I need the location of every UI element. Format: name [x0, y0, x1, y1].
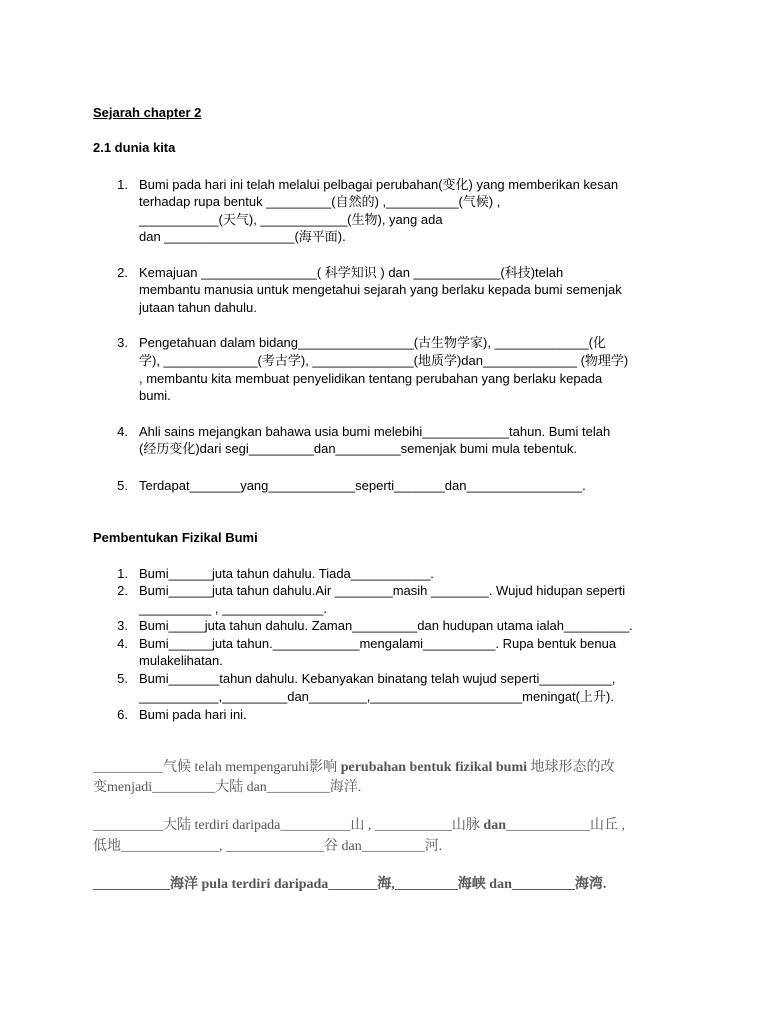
list-number: 5.: [117, 671, 128, 686]
paragraph-text: ____________山丘 ,: [505, 818, 625, 833]
list-item-line: ___________,_________dan________,_____________________meningat(上升).: [139, 689, 614, 704]
list-item-line: mulakelihatan.: [139, 653, 223, 668]
paragraph-ocean-line1: ___________海洋 pula terdiri daripada_______海,_________海峡 dan_________海湾.: [93, 877, 607, 892]
paragraph-bold-text: dan: [483, 818, 506, 833]
list-item-line: ___________(天气), ____________(生物), yang ada: [139, 212, 443, 227]
list-number: 3.: [117, 335, 128, 350]
list-item-line: __________ , ______________.: [139, 601, 327, 616]
list-item-line: Bumi pada hari ini telah melalui pelbagai perubahan(变化) yang memberikan kesan: [139, 177, 619, 192]
paragraph-continent-line1: [93, 816, 625, 836]
list-number: 3.: [117, 618, 128, 633]
list-number: 6.: [117, 707, 128, 722]
list-number: 1.: [117, 177, 128, 192]
list-item-line: Bumi______juta tahun dahulu.Air ________masih ________. Wujud hidupan seperti: [139, 583, 626, 598]
list-item-line: 学), _____________(考古学), ______________(地质学)dan_____________ (物理学): [139, 353, 629, 368]
list-number: 2.: [117, 583, 128, 598]
list-item-line: , membantu kita membuat penyelidikan tentang perubahan yang berlaku kepada: [139, 371, 603, 386]
section-heading-pembentukan: Pembentukan Fizikal Bumi: [93, 530, 258, 545]
section-heading-dunia-kita: 2.1 dunia kita: [93, 140, 176, 155]
list-item-line: Ahli sains mejangkan bahawa usia bumi melebihi____________tahun. Bumi telah: [139, 424, 611, 439]
paragraph-text: 地球形态的改: [527, 760, 615, 775]
page-title: Sejarah chapter 2: [93, 105, 202, 120]
list-number: 4.: [117, 636, 128, 651]
list-item-line: Pengetahuan dalam bidang________________(古生物学家), _____________(化: [139, 335, 606, 350]
paragraph-climate-line1: [93, 758, 615, 778]
list-item-line: Bumi pada hari ini.: [139, 707, 247, 722]
list-item-line: Kemajuan ________________( 科学知识 ) dan ____________(科技)telah: [139, 265, 564, 280]
list-item-line: Terdapat_______yang____________seperti_______dan________________.: [139, 478, 586, 493]
list-number: 1.: [117, 566, 128, 581]
paragraph-continent-line2: 低地______________, ______________谷 dan_________河.: [93, 839, 443, 854]
list-item-line: Bumi______juta tahun dahulu. Tiada___________.: [139, 566, 434, 581]
list-item-line: membantu manusia untuk mengetahui sejarah yang berlaku kepada bumi semenjak: [139, 282, 622, 297]
list-number: 2.: [117, 265, 128, 280]
list-item-line: Bumi______juta tahun.____________mengalami__________. Rupa bentuk benua: [139, 636, 617, 651]
paragraph-bold-text: perubahan bentuk fizikal bumi: [340, 760, 528, 775]
list-item-line: Bumi_______tahun dahulu. Kebanyakan binatang telah wujud seperti__________,: [139, 671, 616, 686]
list-item-line: (经历变化)dari segi_________dan_________semenjak bumi mula tebentuk.: [139, 441, 577, 456]
list-item-line: dan __________________(海平面).: [139, 229, 346, 244]
list-item-line: Bumi_____juta tahun dahulu. Zaman_________dan hudupan utama ialah_________.: [139, 618, 633, 633]
list-number: 4.: [117, 424, 128, 439]
list-item-line: bumi.: [139, 388, 171, 403]
paragraph-text: __________大陆 terdiri daripada__________山 , ___________山脉: [93, 818, 484, 833]
list-item-line: terhadap rupa bentuk _________(自然的) ,__________(气候) ,: [139, 194, 501, 209]
list-item-line: jutaan tahun dahulu.: [139, 300, 257, 315]
paragraph-text: __________气候 telah mempengaruhi影响: [93, 760, 341, 775]
list-number: 5.: [117, 478, 128, 493]
paragraph-climate-line2: 变menjadi_________大陆 dan_________海洋.: [93, 780, 362, 795]
